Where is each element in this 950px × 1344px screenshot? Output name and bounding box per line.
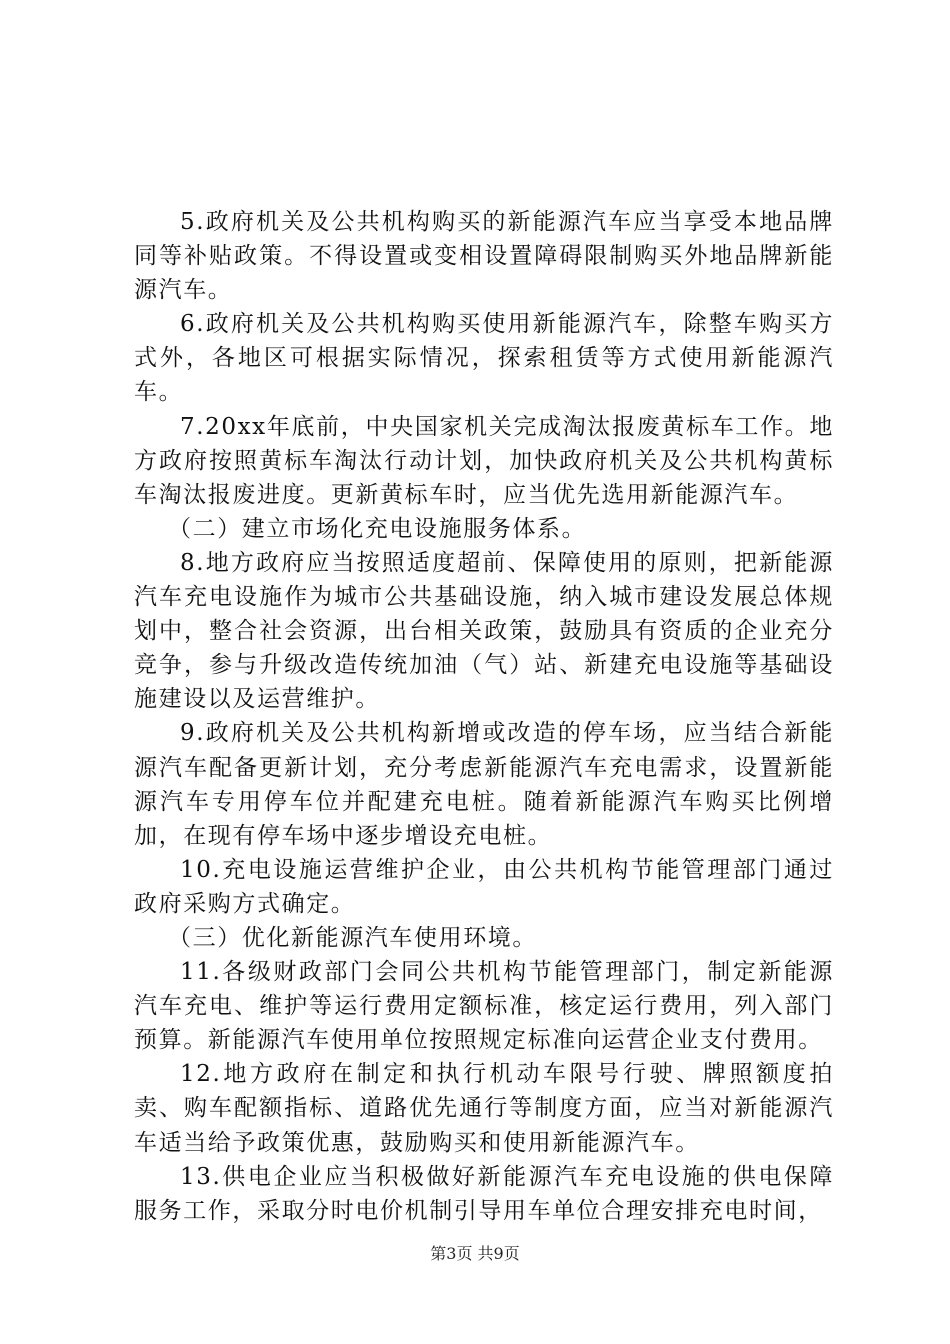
paragraph-item-10: 10.充电设施运营维护企业，由公共机构节能管理部门通过政府采购方式确定。 [134, 856, 834, 917]
paragraph-item-6: 6.政府机关及公共机构购买使用新能源汽车，除整车购买方式外，各地区可根据实际情况，探索租赁等方式使用新能源汽车。 [134, 311, 834, 406]
paragraph-item-7: 7.20xx年底前，中央国家机关完成淘汰报废黄标车工作。地方政府按照黄标车淘汰行动计划，加快政府机关及公共机构黄标车淘汰报废进度。更新黄标车时，应当优先选用新能源汽车。 [134, 413, 834, 508]
paragraph-item-8: 8.地方政府应当按照适度超前、保障使用的原则，把新能源汽车充电设施作为城市公共基础设施，纳入城市建设发展总体规划中，整合社会资源，出台相关政策，鼓励具有资质的企业充分竞争，参与升级改造传统加油（气）站、新建充电设施等基础设施建设以及运营维护。 [134, 549, 834, 713]
section-heading-2: （二）建立市场化充电设施服务体系。 [168, 515, 587, 542]
page-number-footer: 第3页 共9页 [430, 1244, 520, 1263]
paragraph-item-13: 13.供电企业应当积极做好新能源汽车充电设施的供电保障服务工作，采取分时电价机制引导用车单位合理安排充电时间， [134, 1163, 834, 1224]
paragraph-item-5: 5.政府机关及公共机构购买的新能源汽车应当享受本地品牌同等补贴政策。不得设置或变相设置障碍限制购买外地品牌新能源汽车。 [134, 209, 834, 304]
paragraph-item-12: 12.地方政府在制定和执行机动车限号行驶、牌照额度拍卖、购车配额指标、道路优先通行等制度方面，应当对新能源汽车适当给予政策优惠，鼓励购买和使用新能源汽车。 [134, 1061, 834, 1156]
paragraph-item-9: 9.政府机关及公共机构新增或改造的停车场，应当结合新能源汽车配备更新计划，充分考虑新能源汽车充电需求，设置新能源汽车专用停车位并配建充电桩。随着新能源汽车购买比例增加，在现有停车场中逐步增设充电桩。 [134, 720, 834, 849]
paragraph-item-11: 11.各级财政部门会同公共机构节能管理部门，制定新能源汽车充电、维护等运行费用定额标准，核定运行费用，列入部门预算。新能源汽车使用单位按照规定标准向运营企业支付费用。 [134, 959, 834, 1054]
document-body [134, 205, 834, 1228]
section-heading-3: （三）优化新能源汽车使用环境。 [168, 924, 537, 951]
